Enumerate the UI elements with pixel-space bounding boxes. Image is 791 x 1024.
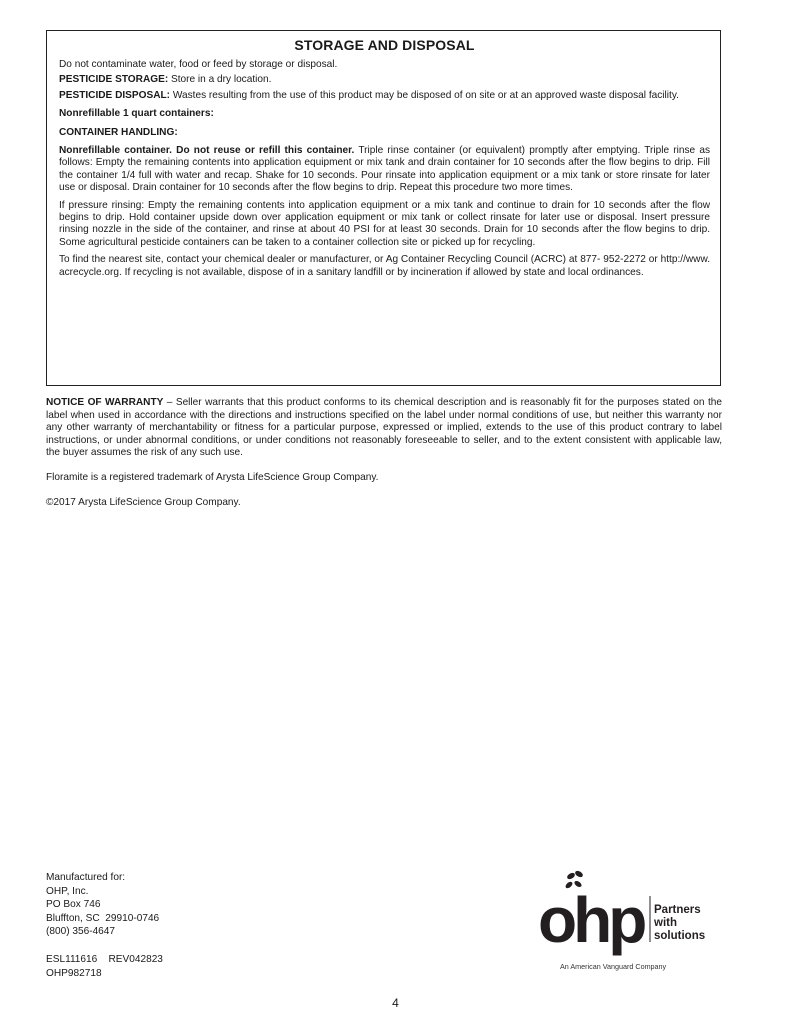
warranty-paragraph (46, 397, 722, 460)
pesticide-storage-text: Store in a dry location. (168, 74, 272, 86)
triple-rinse-paragraph (59, 145, 710, 195)
logo-tagline-with: with (654, 917, 677, 929)
trademark-line: Floramite is a registered trademark of Arysta LifeScience Group Company. (46, 471, 379, 483)
warranty-text: – Seller warrants that this product conforms to its chemical description and is reasonably fit for the purposes stated on the label when used in accordance with the directions and instructions specified on the label under normal conditions of use, but neither this warranty nor any other warranty of merchantability or fitness for a particular purpose, expressed or implied, extends to the use of this product contrary to label instructions, or under abnormal conditions, or under conditions not reasonably foreseeable to seller, and to the extent consistent with applicable law, the buyer assumes the risk of any such use. (46, 397, 722, 459)
code-line: OHP982718 (46, 967, 102, 979)
copyright-line: ©2017 Arysta LifeScience Group Company. (46, 496, 241, 508)
pesticide-disposal-label: PESTICIDE DISPOSAL: (59, 89, 171, 101)
page-number: 4 (392, 996, 399, 1010)
nonrefillable-heading (59, 108, 710, 120)
triple-rinse-text: Triple rinse container (or equivalent) promptly after emptying. Triple rinse as follows: Empty the remaining contents into application equipment or mix tank and drain container for 10 seconds after the flow begins to drip. Fill the container 1/4 full with water and recap. Shake for 10 seconds. Pour rinsate into application equipment or a mix tank or store rinsate for later use or disposal. Drain container for 10 seconds after the flow begins to drip. Repeat this procedure two more times. (59, 145, 710, 194)
storage-disposal-title: STORAGE AND DISPOSAL (294, 37, 475, 53)
container-handling-heading (59, 127, 710, 139)
storage-disposal-box (46, 30, 721, 386)
manufacturer-block (46, 871, 159, 939)
pesticide-disposal-text: Wastes resulting from the use of this product may be disposed of on site or at an approved waste disposal facility. (170, 89, 679, 101)
manufacturer-line: (800) 356-4647 (46, 926, 116, 938)
warranty-label: NOTICE OF WARRANTY (46, 397, 164, 408)
container-handling-heading-text: CONTAINER HANDLING: (59, 126, 178, 138)
post-box-text (46, 397, 722, 518)
recycling-paragraph: To find the nearest site, contact your chemical dealer or manufacturer, or Ag Container Recycling Council (ACRC) at 877- 952-2272 or http://www. acrecycle.org. If recycling is not available, dispose of in a sanitary landfill or by incineration if allowed by state and local ordinances. (59, 254, 710, 278)
document-codes (46, 953, 163, 980)
manufacturer-line: Bluffton, SC 29910-0746 (46, 912, 160, 924)
storage-intro: Do not contaminate water, food or feed by storage or disposal. (59, 59, 338, 70)
pesticide-storage-paragraph (59, 74, 710, 86)
logo-tagline-solutions: solutions (654, 930, 706, 942)
pesticide-storage-label: PESTICIDE STORAGE: (59, 74, 169, 86)
logo-company-line: An American Vanguard Company (560, 962, 667, 971)
code-line: ESL111616 REV042823 (46, 954, 163, 965)
pressure-rinse-paragraph: If pressure rinsing: Empty the remaining contents into application equipment or a mix tank and continue to drain for 10 seconds after the flow begins to drip. Hold container upside down over application equipment or mix tank or collect rinsate for later use or disposal. Insert pressure rinsing nozzle in the side of the container, and rinse at about 40 PSI for at least 30 seconds. Drain for 10 seconds after the flow begins to drip. Some agricultural pesticide containers can be taken to a container collection site or picked up for recycling. (59, 199, 710, 248)
logo-tagline-partners: Partners (654, 904, 701, 916)
pesticide-disposal-paragraph (59, 90, 710, 102)
logo-wordmark: ohp (538, 884, 644, 956)
nonrefillable-container-label: Nonrefillable container. Do not reuse or refill this container. (59, 145, 355, 157)
manufacturer-line: OHP, Inc. (46, 885, 89, 897)
manufacturer-line: Manufactured for: (46, 872, 126, 883)
nonrefillable-heading-text: Nonrefillable 1 quart containers: (59, 108, 214, 120)
manufacturer-line: PO Box 746 (46, 899, 101, 911)
